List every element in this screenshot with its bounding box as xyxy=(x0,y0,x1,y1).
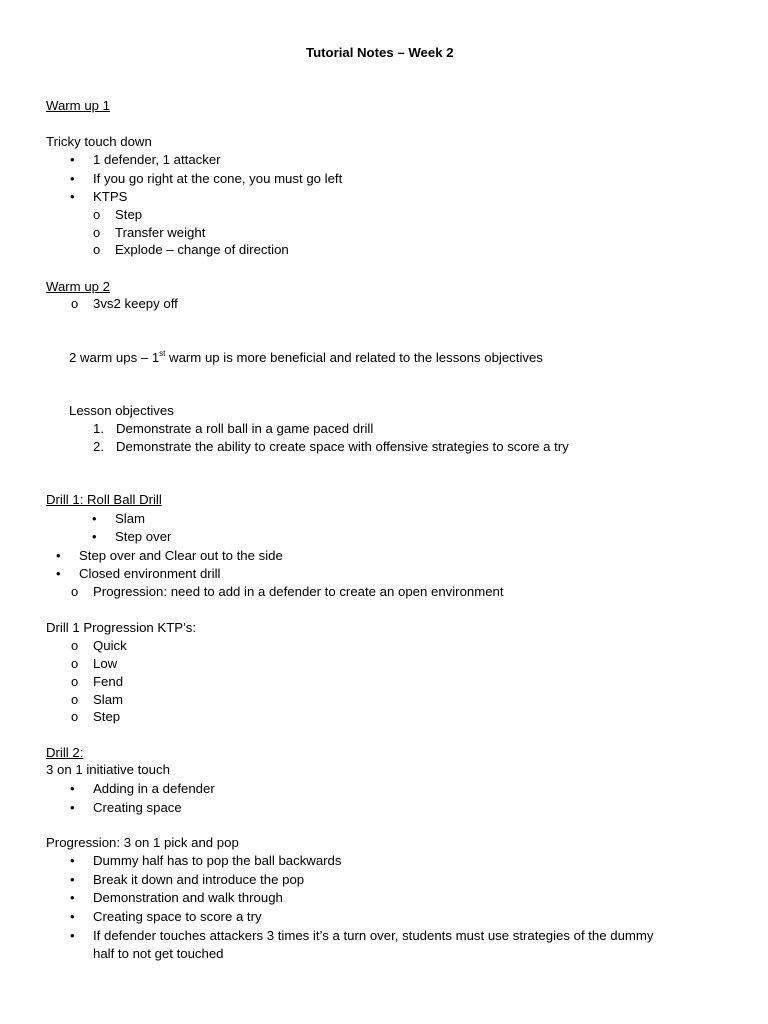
objectives-heading: Lesson objectives xyxy=(69,403,174,418)
list-item: 1 defender, 1 attacker xyxy=(93,152,221,167)
list-item: 3vs2 keepy off xyxy=(93,296,178,311)
list-item: Progression: need to add in a defender to create an open environment xyxy=(93,584,504,599)
list-item: Closed environment drill xyxy=(79,566,221,581)
list-item: Low xyxy=(93,656,118,671)
objective-item: Demonstrate the ability to create space with offensive strategies to score a try xyxy=(116,439,569,454)
document-title: Tutorial Notes – Week 2 xyxy=(306,45,454,60)
list-item: Step xyxy=(93,709,121,724)
comment-prefix: 2 warm ups – 1 xyxy=(69,350,160,365)
list-item: Step over and Clear out to the side xyxy=(79,548,283,563)
list-item: Slam xyxy=(93,692,124,707)
drill2-game: 3 on 1 initiative touch xyxy=(46,762,170,777)
circle-bullet-icon: o xyxy=(71,296,79,311)
bullet-icon: • xyxy=(70,171,75,186)
drill1-heading: Drill 1: Roll Ball Drill xyxy=(46,492,162,507)
bullet-icon: • xyxy=(70,928,75,943)
warmup2-heading: Warm up 2 xyxy=(46,279,110,294)
circle-bullet-icon: o xyxy=(93,242,101,257)
list-item: Slam xyxy=(115,511,146,526)
list-item: Creating space to score a try xyxy=(93,909,262,924)
comment-suffix: warm up is more beneficial and related to the lessons objectives xyxy=(165,350,543,365)
bullet-icon: • xyxy=(70,909,75,924)
list-item: Fend xyxy=(93,674,124,689)
list-item: Step over xyxy=(115,529,172,544)
list-item: Transfer weight xyxy=(115,225,206,240)
drill2-heading: Drill 2: xyxy=(46,745,84,760)
bullet-icon: • xyxy=(56,566,61,581)
bullet-icon: • xyxy=(70,890,75,905)
list-item: Adding in a defender xyxy=(93,781,215,796)
warmup-comment xyxy=(69,350,543,366)
list-item: Creating space xyxy=(93,800,182,815)
list-item: If defender touches attackers 3 times it’s a turn over, students must use strategies of the dummy xyxy=(93,928,654,943)
bullet-icon: • xyxy=(70,781,75,796)
circle-bullet-icon: o xyxy=(93,225,101,240)
list-item-continuation: half to not get touched xyxy=(93,946,224,961)
comment-superscript: st xyxy=(159,348,166,358)
list-item: If you go right at the cone, you must go left xyxy=(93,171,343,186)
circle-bullet-icon: o xyxy=(71,692,79,707)
warmup1-heading: Warm up 1 xyxy=(46,98,110,113)
bullet-icon: • xyxy=(70,152,75,167)
list-item: Step xyxy=(115,207,143,222)
list-item: KTPS xyxy=(93,189,128,204)
objective-number: 1. xyxy=(93,421,104,436)
progression-heading: Progression: 3 on 1 pick and pop xyxy=(46,835,239,850)
objective-item: Demonstrate a roll ball in a game paced drill xyxy=(116,421,374,436)
drill1-ktp-heading: Drill 1 Progression KTP’s: xyxy=(46,620,196,635)
list-item: Demonstration and walk through xyxy=(93,890,283,905)
bullet-icon: • xyxy=(70,853,75,868)
circle-bullet-icon: o xyxy=(71,638,79,653)
circle-bullet-icon: o xyxy=(93,207,101,222)
bullet-icon: • xyxy=(70,800,75,815)
circle-bullet-icon: o xyxy=(71,656,79,671)
bullet-icon: • xyxy=(92,529,97,544)
list-item: Break it down and introduce the pop xyxy=(93,872,305,887)
objective-number: 2. xyxy=(93,439,104,454)
list-item: Dummy half has to pop the ball backwards xyxy=(93,853,342,868)
bullet-icon: • xyxy=(92,511,97,526)
list-item: Quick xyxy=(93,638,127,653)
circle-bullet-icon: o xyxy=(71,709,79,724)
bullet-icon: • xyxy=(56,548,61,563)
circle-bullet-icon: o xyxy=(71,674,79,689)
warmup1-game: Tricky touch down xyxy=(46,134,152,149)
list-item: Explode – change of direction xyxy=(115,242,289,257)
circle-bullet-icon: o xyxy=(71,584,79,599)
bullet-icon: • xyxy=(70,189,75,204)
bullet-icon: • xyxy=(70,872,75,887)
